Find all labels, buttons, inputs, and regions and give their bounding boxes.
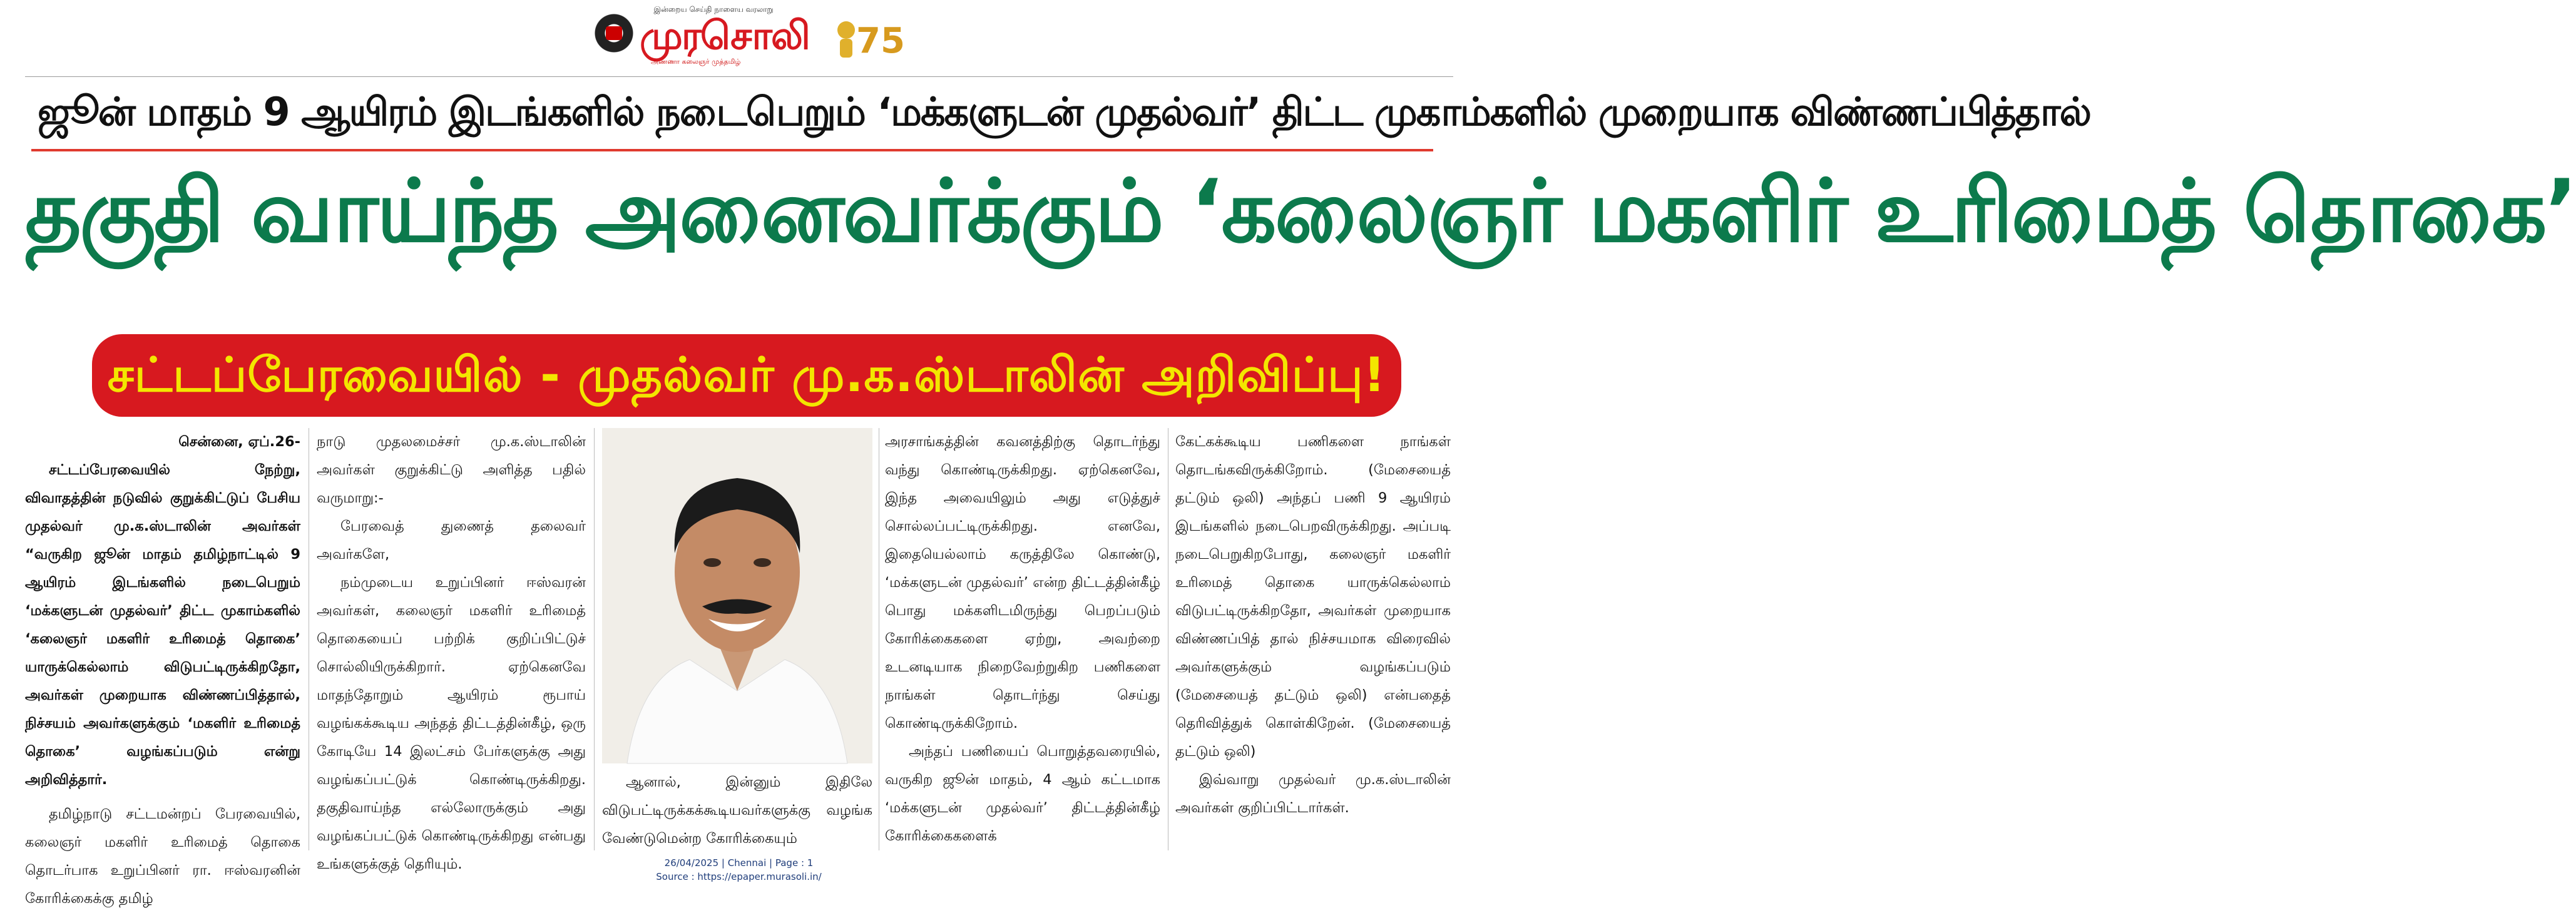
article-paragraph: கேட்கக்கூடிய பணிகளை நாங்கள் தொடங்கவிருக்கிறோம். (மேசையைத் தட்டும் ஒலி) அந்தப் பணி 9 ஆயிரம் இடங்களில் நடைபெறவிருக்கிறது. அப்படி நடைபெறுகிறபோது, கலைஞர் மகளிர் உரிமைத் தொகை யாருக்கெல்லாம் விடுபட்டிருக்கிறதோ, அவர்கள் முறையாக விண்ணப்பித் தால் நிச்சயமாக விரைவில் அவர்களுக்கும் வழங்கப்படும் (மேசையைத் தட்டும் ஒலி) என்பதைத் தெரிவித்துக் கொள்கிறேன். (மேசையைத் தட்டும் ஒலி) <box>1175 434 1451 760</box>
masthead-divider <box>25 76 1453 77</box>
article-column-4 <box>885 428 1160 850</box>
source-link[interactable]: Source : https://epaper.murasoli.in/ <box>656 871 822 882</box>
article-paragraph: நாடு முதலமைச்சர் மு.க.ஸ்டாலின் அவர்கள் குறுக்கிட்டு அளித்த பதில் வருமாறு:- <box>317 434 586 506</box>
page-footer <box>0 856 1478 884</box>
article-paragraph: இவ்வாறு முதல்வர் மு.க.ஸ்டாலின் அவர்கள் குறிப்பிட்டார்கள். <box>1175 772 1451 816</box>
masthead <box>595 5 905 66</box>
article-column-3 <box>602 768 872 853</box>
announcement-banner <box>92 334 1401 417</box>
chief-minister-photo <box>602 428 872 763</box>
seal-drum-icon <box>606 26 622 40</box>
portrait-image <box>602 428 872 763</box>
party-seal-icon <box>595 14 633 53</box>
article-paragraph: அரசாங்கத்தின் கவனத்திற்கு தொடர்ந்து வந்து கொண்டிருக்கிறது. ஏற்கெனவே, இந்த அவையிலும் அது எடுத்துச் சொல்லப்பட்டிருக்கிறது. எனவே, இதையெல்லாம் கருத்திலே கொண்டு, ‘மக்களுடன் முதல்வர்’ என்ற திட்டத்தின்கீழ் பொது மக்களிடமிருந்து பெறப்படும் கோரிக்கைகளை ஏற்று, அவற்றை உடனடியாக நிறைவேற்றுகிற பணிகளை நாங்கள் தொடர்ந்து செய்து கொண்டிருக்கிறோம். <box>885 434 1160 732</box>
article-paragraph: நம்முடைய உறுப்பினர் ஈஸ்வரன் அவர்கள், கலைஞர் மகளிர் உரிமைத் தொகையைப் பற்றிக் குறிப்பிட்டுச் சொல்லியிருக்கிறார். ஏற்கெனவே மாதந்தோறும் ஆயிரம் ரூபாய் வழங்கக்கூடிய அந்தத் திட்டத்தின்கீழ், ஒரு கோடியே 14 இலட்சம் பேர்களுக்கு அது வழங்கப்பட்டுக் கொண்டிருக்கிறது. தகுதிவாய்ந்த எல்லோருக்கும் அது வழங்கப்பட்டுக் கொண்டிருக்கிறது என்பது உங்களுக்குத் தெரியும். <box>317 574 586 872</box>
article-paragraph: தமிழ்நாடு சட்டமன்றப் பேரவையில், கலைஞர் மகளிர் உரிமைத் தொகை தொடர்பாக உறுப்பினர் ரா. ஈஸ்வரனின் கோரிக்கைக்கு தமிழ் <box>25 806 300 907</box>
article-lead: சட்டப்பேரவையில் நேற்று, விவாதத்தின் நடுவில் குறுக்கிட்டுப் பேசிய முதல்வர் மு.க.ஸ்டாலின் அவர்கள் “வருகிற ஜூன் மாதம் தமிழ்நாட்டில் 9 ஆயிரம் இடங்களில் நடைபெறும் ‘மக்களுடன் முதல்வர்’ திட்ட முகாம்களில் ‘கலைஞர் மகளிர் உரிமைத் தொகை’ யாருக்கெல்லாம் விடுபட்டிருக்கிறதோ, அவர்கள் முறையாக விண்ணப்பித்தால், நிச்சயம் அவர்களுக்கும் ‘மகளிர் உரிமைத் தொகை’ வழங்கப்படும் என்று அறிவித்தார். <box>25 462 300 788</box>
dateline: சென்னை, ஏப்.26- <box>178 434 300 450</box>
newspaper-name: முரசொலி <box>640 13 809 58</box>
article-paragraph: பேரவைத் துணைத் தலைவர் அவர்களே, <box>317 518 586 563</box>
article-column-2 <box>317 428 586 879</box>
kicker-headline: ஜூன் மாதம் 9 ஆயிரம் இடங்களில் நடைபெறும் ‘மக்களுடன் முதல்வர்’ திட்ட முகாம்களில் முறையாக விண்ணப்பித்தால் <box>38 89 2091 135</box>
masthead-subline: அண்ணா கலைஞர் முத்தமிழ் <box>651 58 741 66</box>
kicker-underline <box>31 149 1433 151</box>
main-headline: தகுதி வாய்ந்த அனைவர்க்கும் ‘கலைஞர் மகளிர் உரிமைத் தொகை’ <box>25 161 2576 262</box>
article-column-5 <box>1175 428 1451 822</box>
masthead-tagline: இன்றைய செய்தி நாளைய வரலாறு <box>653 5 774 14</box>
article-paragraph: ஆனால், இன்னும் இதிலே விடுபட்டிருக்கக்கூடியவர்களுக்கு வழங்க வேண்டுமென்ற கோரிக்கையும் <box>602 774 872 847</box>
edition-info: 26/04/2025 | Chennai | Page : 1 <box>664 857 814 869</box>
anniversary-75-logo <box>832 14 905 63</box>
banner-text: சட்டப்பேரவையில் - முதல்வர் மு.க.ஸ்டாலின் அறிவிப்பு! <box>107 347 1386 402</box>
article-column-1 <box>25 428 300 913</box>
anniversary-number: 75 <box>856 21 905 61</box>
column-divider <box>594 428 595 850</box>
article-paragraph: அந்தப் பணியைப் பொறுத்தவரையில், வருகிற ஜூன் மாதம், 4 ஆம் கட்டமாக ‘மக்களுடன் முதல்வர்’ திட்டத்தின்கீழ் கோரிக்கைகளைக் <box>885 743 1160 844</box>
